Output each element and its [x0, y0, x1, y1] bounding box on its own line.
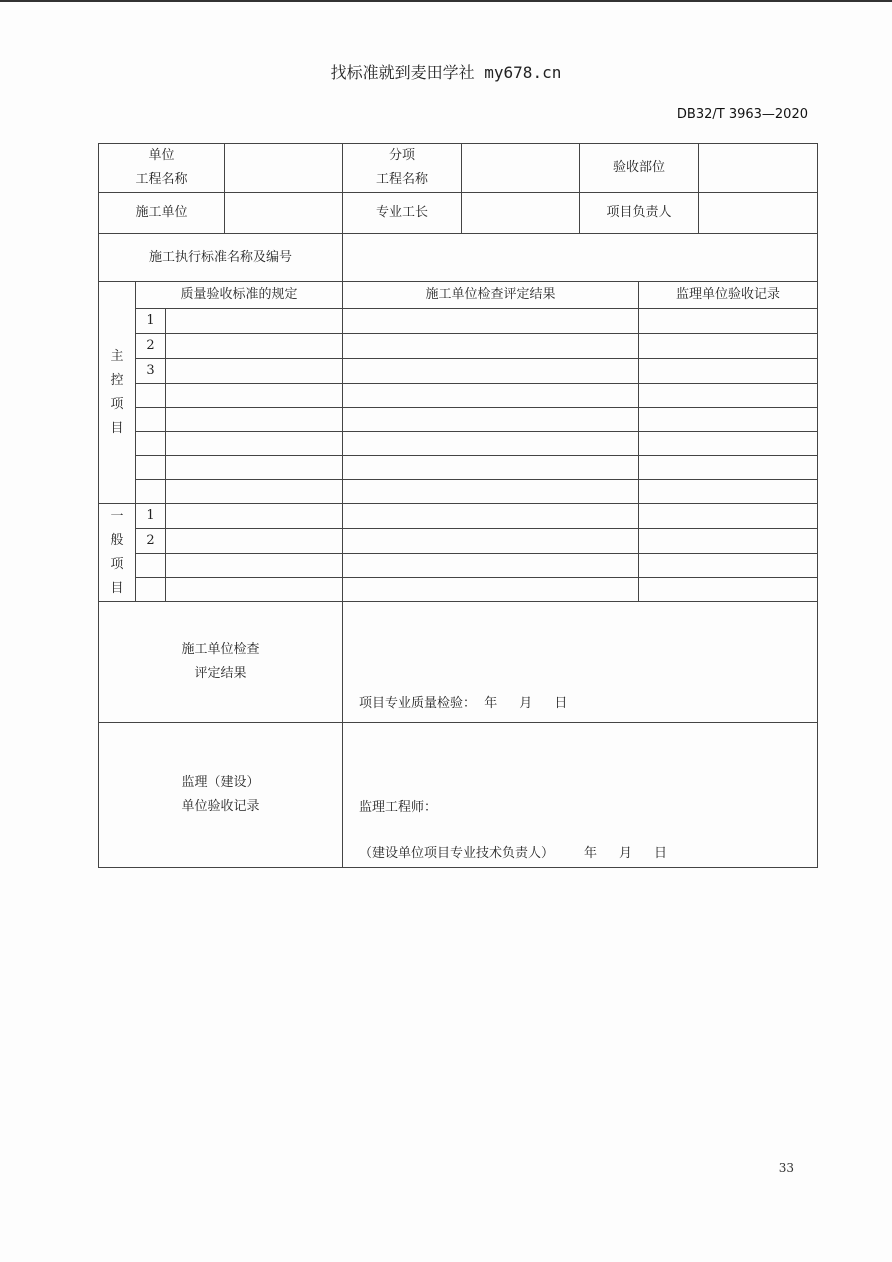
- result-cell[interactable]: [343, 408, 639, 432]
- col-supervision-record-header: 监理单位验收记录: [639, 282, 818, 309]
- row-number: [136, 408, 166, 432]
- row-number: [136, 554, 166, 578]
- spec-cell[interactable]: [166, 334, 343, 359]
- record-cell[interactable]: [639, 480, 818, 504]
- record-cell[interactable]: [639, 309, 818, 334]
- project-manager-label: 项目负责人: [580, 193, 699, 234]
- table-row: [99, 456, 818, 480]
- table-row: [99, 359, 818, 384]
- result-cell[interactable]: [343, 504, 639, 529]
- row-number: 1: [136, 504, 166, 529]
- spec-cell[interactable]: [166, 504, 343, 529]
- quality-inspector-sign-line: 项目专业质量检验： 年 月 日: [359, 695, 568, 711]
- table-row: [99, 334, 818, 359]
- professional-foreman-label: 专业工长: [343, 193, 462, 234]
- table-row: [99, 554, 818, 578]
- result-cell[interactable]: [343, 309, 639, 334]
- sub-item-project-name-label: 分项 工程名称: [343, 144, 462, 193]
- standard-code: DB32/T 3963—2020: [676, 107, 808, 122]
- row-number: [136, 578, 166, 602]
- result-cell[interactable]: [343, 432, 639, 456]
- row-number: [136, 384, 166, 408]
- supervision-engineer-line: 监理工程师：: [359, 799, 438, 815]
- construction-check-area[interactable]: [343, 602, 818, 723]
- spec-cell[interactable]: [166, 432, 343, 456]
- result-cell[interactable]: [343, 578, 639, 602]
- owner-tech-lead-line: （建设单位项目专业技术负责人） 年 月 日: [359, 845, 668, 861]
- sub-item-project-name-value[interactable]: [462, 144, 580, 193]
- construction-unit-label: 施工单位: [99, 193, 225, 234]
- spec-cell[interactable]: [166, 480, 343, 504]
- execution-standard-value[interactable]: [343, 234, 818, 282]
- row-number: 1: [136, 309, 166, 334]
- record-cell[interactable]: [639, 456, 818, 480]
- construction-check-label: 施工单位检查 评定结果: [99, 602, 343, 723]
- spec-cell[interactable]: [166, 384, 343, 408]
- supervision-record-label: 监理（建设） 单位验收记录: [99, 723, 343, 868]
- row-number: [136, 456, 166, 480]
- record-cell[interactable]: [639, 578, 818, 602]
- unit-project-name-value[interactable]: [225, 144, 343, 193]
- record-cell[interactable]: [639, 334, 818, 359]
- result-cell[interactable]: [343, 456, 639, 480]
- table-row: [99, 384, 818, 408]
- spec-cell[interactable]: [166, 456, 343, 480]
- record-cell[interactable]: [639, 359, 818, 384]
- construction-unit-value[interactable]: [225, 193, 343, 234]
- watermark-header: 找标准就到麦田学社 my678.cn: [330, 63, 562, 82]
- table-row: [99, 504, 818, 529]
- row-number: [136, 480, 166, 504]
- row-number: 2: [136, 334, 166, 359]
- table-row: [99, 529, 818, 554]
- acceptance-part-value[interactable]: [699, 144, 818, 193]
- result-cell[interactable]: [343, 480, 639, 504]
- col-quality-spec-header: 质量验收标准的规定: [136, 282, 343, 309]
- record-cell[interactable]: [639, 408, 818, 432]
- record-cell[interactable]: [639, 504, 818, 529]
- inspection-record-form: [98, 143, 818, 868]
- result-cell[interactable]: [343, 554, 639, 578]
- professional-foreman-value[interactable]: [462, 193, 580, 234]
- row-number: 2: [136, 529, 166, 554]
- general-items-label: 一 般 项 目: [99, 504, 136, 602]
- table-row: [99, 408, 818, 432]
- supervision-record-area[interactable]: [343, 723, 818, 868]
- record-cell[interactable]: [639, 554, 818, 578]
- acceptance-part-label: 验收部位: [580, 144, 699, 193]
- col-construction-result-header: 施工单位检查评定结果: [343, 282, 639, 309]
- spec-cell[interactable]: [166, 408, 343, 432]
- table-row: [99, 309, 818, 334]
- table-row: [99, 578, 818, 602]
- row-number: [136, 432, 166, 456]
- spec-cell[interactable]: [166, 359, 343, 384]
- result-cell[interactable]: [343, 359, 639, 384]
- unit-project-name-label: 单位 工程名称: [99, 144, 225, 193]
- spec-cell[interactable]: [166, 529, 343, 554]
- spec-cell[interactable]: [166, 309, 343, 334]
- main-control-items-label: 主 控 项 目: [99, 282, 136, 504]
- record-cell[interactable]: [639, 432, 818, 456]
- execution-standard-label: 施工执行标准名称及编号: [99, 234, 343, 282]
- spec-cell[interactable]: [166, 554, 343, 578]
- record-cell[interactable]: [639, 529, 818, 554]
- table-row: [99, 432, 818, 456]
- project-manager-value[interactable]: [699, 193, 818, 234]
- result-cell[interactable]: [343, 529, 639, 554]
- result-cell[interactable]: [343, 384, 639, 408]
- table-row: [99, 480, 818, 504]
- row-number: 3: [136, 359, 166, 384]
- record-cell[interactable]: [639, 384, 818, 408]
- page-number: 33: [778, 1161, 794, 1175]
- top-border-line: [0, 0, 892, 2]
- result-cell[interactable]: [343, 334, 639, 359]
- spec-cell[interactable]: [166, 578, 343, 602]
